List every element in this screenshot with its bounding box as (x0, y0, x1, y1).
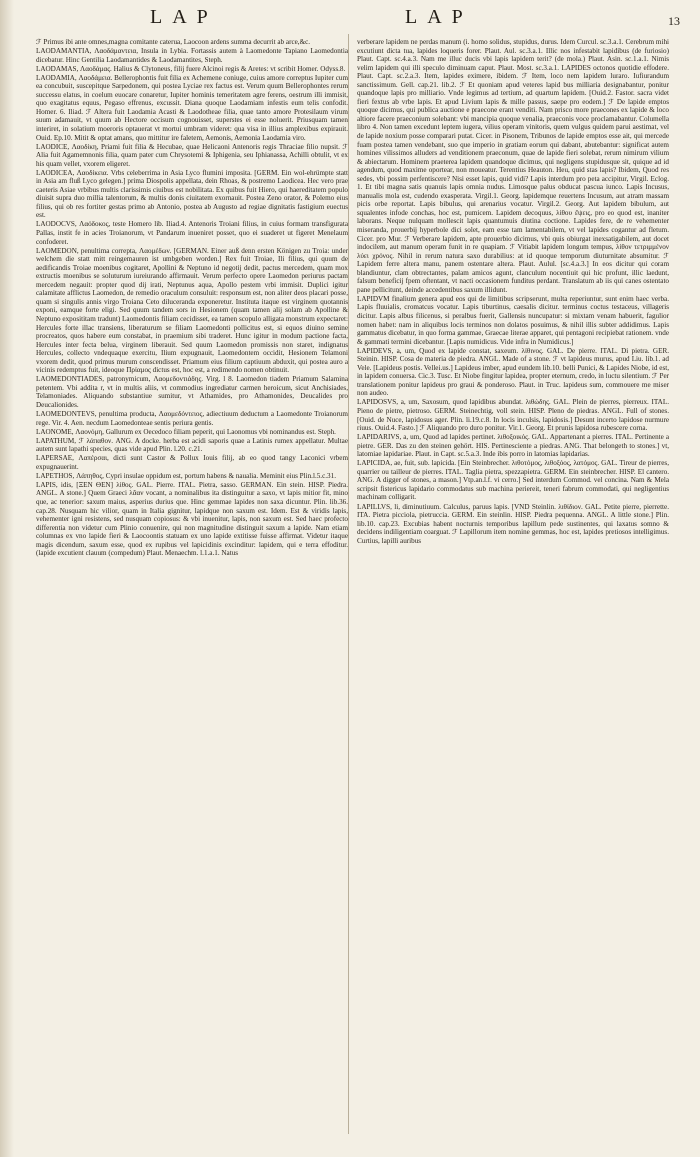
entry-paragraph: verberare lapidem ne perdas manum (i. homo solidus, stupidus, durus. Idem Curcul. sc.3.a.1. Cerebrum mihi excutiunt dicta tua, lapides loqueris forer. Plaut. Aul. sc.3.a.1. Illic nos infestabit lapidibus (de furiosio) Plaut. Capt. sc.4.a.3. Nam me illuc ducis vbi lapis lapidem terit? (de mola.) Plaut. Asin. sc.1.a.1. Nimis velim lapidem qui illi speculo diminuam caput. Plaut. Most. sc.3.a.1. LAPIDES octonos quotidie effodere. Plaut. Capt. sc.2.a.3. Item, lapides eximere, ibidem. ℱ Item, loco nem lapidem luraro. Iufiurandum sanctissimum. Gell. cap.21. lib.2. ℱ Et quoniam apud veteres lapid bus milliaria designabantur, ponitur quandoque lapis pro milliario. Vnde legimus ad tertium, ad quartum lapidem. [Ouid.2. Fastor. sacra videt fieri fextus ab vrbe lapis. Et apud Livium lapis & mille passus, saepe pro eodem.] ℱ De lapide emptos quoque dicimus, qui publica auctione e praecone erant venditi. Nam prisco more praecones ex lapide & loco altiore facere praeconium solebant: vbi mancipia quoque venalia, praeconis voce proclamabantur. Columella libro 4. Non tamen excedunt leptem iugera, vilius operam vinitoris, quem vulgus quidem parui aestimat, vel de lapide noxium posse comparari putat. Cicer. in Pisonem, Tribunos de lapide emptos esse ait, qui mercede fuam postea tamen vendebant, suo que imperio in gratiam eorum qui dabant, abutebantur: significat autem homines vilissimos alluders ad venditionem praeconum, quae de lapide fieri solebat, rerum nimirum vilium & abiectarum. Hominem praeterea lapidem quandoque dicimus, qui negligens stupidusque sit, quique ad id agendum, quod maxime oportear, non moueatur. Terentius Heauton. Heu, quid stas lapis? Ibidem, Quod res sedes, vbi possim perfentiscere? Nisi esset lapis, quid vidi? Lapis interdum pro peta accipitur, Virgil. Eclog. 1. Et tibi magna satis quanuis lapis omnia nudus. Limosque palus obducat pascua iunco. Lapis Incusus, manualis mola est, cudendo exasperata. Virgil.1. Georg. lapidemque reuertens Incusum, aut atram massam picis orbe reportat. Lapis bibulus, qui arenarius vocatur. Virgil.2. Georg. Aut lapidem bibulum, aut squalentes infode conchas, hoc est, pumicem. Lapidem decoquus, λίθου ἔψεις, pro eo quod est, inaniter laborans. Neque nulquam mollescit lapis quantumuis diutina coctione. Lapides fere, de re vehementer miseranda, prouerbij hyperbole dici solet, eam esse tam lamentabilem, vt vel lapides cogantur ad fletum. Cicer. pro Mur. ℱ Verberare lapidem, apte prouerbio dicimus, vbi quis obiurgat inexsatigabilem, aut docet indocilem, aut manum operam funit in re quapiam. ℱ Vitiabit lapidem longum tempus, λίθον τετριμμένον λύει χρόνος. Nihil in rerum natura saxo durabilius: at id quoque temporum diuturnitate absumitur. ℱ Lapidem ferre altera manu, panem ostentare altera. Plaut. Aulul. [sc.4.a.3.] In eos dicitur qui coram blandiuntur, clam obtrectantes, palam amicos agunt, clanculum nocentiuit qui hic profunt, illic laedunt, falsum beneficij fpem oftentant, vt nacti occasionem funditus perdant. Translatum ab iis qui canes ostentato pane pellicitunt, deinde accedentibus saxum illidunt. (357, 38, 669, 294)
entry-paragraph: LAODAMIA, Λαοδάμεια. Bellerophontis fuit filia ex Achemene coniuge, cuius amore correptus Iupiter cum ea concubuit, suscepitque Sarpedonem, qui postea Lyciae rex factus est. Verum quum Bellerophontes rerum successu elatus, in coelum euocare conaretur, Iupiter hominis temeritatem agre ferens, oestrum illi immisit, quo exagitatus equus, Pegaso effrenus, excussit. Diana quoque Laodamiam infestis eum telis confodit. Homer. 6. Iliad. ℱ Altera fuit Laodamia Acasti & Laodotheae filia, quae tanto amore Protesilaum virum suum adamauit, vt quum ab Hectore occisum cognouisset, superstes ei esse noluerit. Priusquam tamen interiret, in solatium moeroris optauerat vt mortui umbram videret: qua visa in illius amplexibus expirauit. Ouid. Ep.10. Mitit & optat amans, quo mittitur ire faletem, Aemonis, Aemonia Laodamia viro. (36, 73, 348, 142)
left-column (36, 38, 348, 558)
entry-paragraph: LAODICEA, Λαοδίκεια. Vrbs celeberrima in Asia Lyco flumini imposita. [GERM. Ein wol-ehrümpte statt in Asia am fluß Lyco gelegen.] prima Diospolis appellata, dein Rhoas, & postremo Laodicea. Hec vero prae caeteris Asiae vrbibus multis clarissimis ciuibus est nobilitata. Ex quibus fuit Hiero, qui haereditatem populo diuisit supra duo millia talentorum, & multis donis ciuitatem exornauit. Postea Zeno orator, & Polemo eius filius, qui ob res fortiter gestas primo ab Antonio, postea ab Augusto ad regiae dignitatis fastigium euectus est. (36, 168, 348, 220)
entry-paragraph: LAPERSAE, Λαπέρσαι, dicti sunt Castor & Pollux Iouis filij, ab eo quod tangy Laconici vrbem expugnauerint. (36, 454, 348, 471)
entry-paragraph: ℱ Primus ibi ante omnes,magna comitante caterua, Laocoon ardens summa decurrit ab arce,&c. (36, 38, 311, 46)
entry-paragraph: LAPIDOSVS, a, um, Saxosum, quod lapidibus abundat. λιθώδης. GAL. Plein de pierres, pierreux. ITAL. Pieno de pietre, pietroso. GERM. Steinechtig, voll stein. HISP. Pleno de piedras. ANGL. Full of stones. [Ouid. de Nuce, lapidosus ager. Plin. li.19.c.8. In locis inculsis, lapidosis.] Desunt incerto lapidose nurmure riuus. Ouid.4. Fasto.] ℱ Aliquando pro duro ponitur. Vir.1. Georg. Et prunis lapidosa rubescere corna. (357, 398, 669, 433)
right-column (357, 38, 669, 546)
column-divider (348, 34, 349, 1134)
running-head-right: LAP (405, 6, 473, 28)
page-gutter-shadow (0, 0, 14, 1157)
entry-paragraph: LAPIS, idis, [ΞΕΝ ΘΕΝ] λίθος. GAL. Pierre. ITAL. Pietra, sasso. GERMAN. Ein stein. HISP. Piedra. ANGL. A stone.] Quem Graeci λᾶαν vocant, a nominalibus ita distinguitur a saxo, vt lapis mitior fit, mino que, ac tenerior: saxum maius, asperius durius que. Hinc gemmae lapides non saxa dicuntur. Plin. lib.36. cap.28. Nusquam hic vilior, quam in Italia gignitur, lapidque non saxum est. Idem. Est & viridis lapis, vehementer igni resistens, sed nusquam copiosus: & vbi inuenitur, lapis, non saxum est. Sed haec profecto differentia non videtur cum Plinio conuenire, qui non magnitudine distinguit saxum a lapide. Nam etiam columnas ex vno lapide fieri & Laocoontis statuam ex uno lapide extitisse fuisse affirmat. Videtur itaque magis dicendum, saxum esse, quod ex rupibus vel lapicidinis excinditur: lapidem, qui e terra effoditur. (lapide excutient clauum (compedum) Plaut. Menaechm. l.1.a.1. Natus (36, 480, 348, 558)
entry-paragraph: LAPIDEVS, a, um, Quod ex lapide constat, saxeum. λίθινος. GAL. De pierre. ITAL. Di pietra. GER. Steinin. HISP. Cosa de materia de piedra. ANGL. Made of a stone. ℱ vt lapideus murus, apud Liu. lib.1. ad Vele. [Lapideus postis. Vellei.us.] Lapideus imber, apud eundem lib.10. belli Punici, & Lapides Niobe, id est, in lapidem conuersa. Cic.3. Tusc. Et Niobe fingitur lapidea, propter eternum, credo, in luctu silentium. ℱ Per translationem ponitur lapideus pro graui & ponderoso. Plaut. in Truc. lapideus sum, commouere me miser non audeo. (357, 346, 669, 398)
entry-paragraph: LAPILLVS, li, diminutiuum. Calculus, paruus lapis. [VND Steinlin. λιθίδιον. GAL. Petite pierre, pierrette. ITA. Pietra picciola, pietruccia. GERM. Ein steinlin. HISP. Piedra pequenna. ANGL. A little stone.] Plin. lib.10. cap.23. Excubias habent nocturnis temporibus lapillum pede sustinentes, qui laxatus somno & decidens indiligentiam coarguat. ℱ Lapillorum item nomine gemmas, hoc est, lapides pretiosos intelligimus. Curtius, lapilli auribus (357, 502, 669, 545)
entry-paragraph: LAPIDARIVS, a, um, Quod ad lapides pertinet. λιθοξοικός. GAL. Appartenant a pierres. ITAL. Pertinente a pietre. GER. Das zu den steinen gehört. HIS. Pertinesciente a piedras. ANG. That belongeth to stones.] vt, latomiae lapidariae. Plaut. in Capt. sc.5.a.3. Inde ibis porro in latomias lapidarias. (357, 433, 669, 459)
entry-paragraph: LAODOCVS, Λαόδοκος, teste Homero lib. Iliad.4. Antenoris Troiani filius, in cuius formam transfigurata Pallas, instit fe in acies Troianorum, vt Pandarum inueniret posset, quo ei suaderet ut figeret Menelaum confoderet. (36, 220, 348, 246)
entry-paragraph: LAODICE, Λαοδίκη, Priami fuit filia & Hecubae, quae Helicaoni Antenoris regis Thraciae filio nupsit. ℱ Alia fuit Agamemnonis filia, quam pater cum Chrysotemi & Iphigenia, seu Iphianassa, Achilli obtulit, vt ex his quam vellet, vxorem eligeret. (36, 142, 348, 168)
running-head-left: LAP (150, 6, 218, 28)
entry-paragraph: LAODAMAS, Λαοδάμας. Halius & Clytoneus, filij fuere Alcinoi regis & Aretes: vt scribit Homer. Odyss.8. (36, 64, 346, 73)
entry-paragraph: LAPIDVM finalium genera apud eos qui de limitibus scripserunt, multa reperiuntur, sunt enim haec verba. Lapis fluuialis, cromatcus vocatur. Lapis tiburtinus, caesalis dicitur. terminus coctus testaceus, villageris dicitur. Lapis albus filicenus, si peralbus fuerit, Gallensis nuncupatur: si mixtam venam habuerit, fagulior nomen habet: nam in aliquibus locis terminos non dolatos posuimus, & nihil illis subter addidimus. Lapis gammatus dicebatur, in quo forma gammae, Graecae literae apparet, qui pentagoni recipiebat rationem. vnde & gammati termini dicebantur. [Lapis numidicus. Vide infra in Numidicus.] (357, 294, 669, 346)
page-number: 13 (668, 14, 680, 28)
entry-paragraph: LAODAMANTIA, Λαοδάμαντεια, Insula in Lybia. Fortassis autem à Laomedonte Tapiano Laomedontia dicebatur. Hinc Gentilia Laodamantides & Laodamantites, Steph. (36, 47, 348, 64)
entry-paragraph: LAOMEDONTEVS, penultima producta, Λαομεδόντειος, adiectiuum deductum a Laomedonte Troianorum rege. Vir. 4. Aen. necdum Laomedonteae sentis periura gentis. (36, 410, 348, 427)
entry-paragraph: LAOMEDONTIADES, patronymicum, Λαομεδοντιάδης. Virg. l 8. Laomedon tiadem Priamum Salamina petentem. Vbi addita r, vt in multis aliis, vt commodius ingrediatur carmen heroicum, sicut Anchisiades, Telamoniades. Aliquando substantiue sumitur, vt Athamides, pro Athamonides, Deucalides pro Deucalionides. (36, 375, 348, 409)
entry-paragraph: LAPATHUM, ℱ λάπαθον. ANG. A docke. herba est acidi saporis quae a Latinis rumex appellatur. Multae autem sunt lapathi species, quas vide apud Plin. l.20. c.21. (36, 436, 348, 454)
entry-paragraph: LAPETHOS, Λάπηθος, Cypri insulae oppidum est, portum habens & naualia. Meminit eius Plin.l.5.c.31. (36, 471, 336, 480)
entry-paragraph: LAPICIDA, ae, fuit, sub. lapicida. [Ein Steinbrecher. λιθοτόμος, λιθοξόος, λατόμος. GAL. Tireur de pierres, quarrier ou tailleur de pierres. ITAL. Taglia pietra, spezzapietra. GERM. Ein steinbrecher. HISP. El cantero. ANG. A digger of stones, a mason.] Vtp.an.l.f. vi cerro.] Sed interdum Commod. vel concina. Nam & Mela scripsit fistericus lapidario commodatus sub machina periereit, teneri fabrum commodati, qui negligentius machinam colligarit. (357, 459, 669, 502)
entry-paragraph: LAONOME, Λαονόμη, Gallurum ex Oecedoco filiam peperit, qui Laonomus vbi nominandus est. Steph. (36, 427, 336, 436)
entry-paragraph: LAOMEDON, penultima correpta, Λαομέδων. [GERMAN. Einer auß denn ersten Königen zu Troia: under welchem die statt mitt reingemauren ist umbgeben worden.] Rex fuit Troiae, Ili filius, qui quum de aedificandis Troiae moenibus cogitaret, Apollini & Neptuno id negotij dedit, pactus mercedem, quam mox extructis moenibus se soluturum iureiurando affirmauit. Verum perfecto opere Laomedon periurus pactam mercedem negauit: propter quod dij irati, Neptunus aqua, Apollo pestem vrbi immisit. Duplici igitur calamitate afflictus Laomedon, de remedio oraculum consuluit: responsum est, non aliter deos placari posse, quam si singulis annis virgo Troiana Ceto diluceranda exponeretur. Instituta itaque est virginem quotannis exponi, eamque forte eligi. Sed quum tandem sors in Hesionem (quam tamen alij solam ab Apolline & Neptuno exposititam tradunt) Laomedontis filiam cecidisset, ea tamen scopulo alligata monstrum expectaret: Hercules forte illac transiens, liberaturum se filiam Laomedonti pollicitus est, si equos diuino semine procreatos, quos habere eum constabat, in praemium sibi traderet. Hunc igitur in modum pactione facta, Hercules inter fecta belua, virginem liberauit. Sed quum Laomedon promissis non staret, indignatus Hercules, collecto vndequaque exercitu, Ilium expugnauit, Laomedontem occidit, Hesionem Telamoni vxorem dedit, quod primus murum conscendisset. Priamum eius filium captiuum abduxit, qui postea auro a vicinis redemptus fuit, ideoque Πρίαμος dictus est, hoc est, a redimendo nomen obtinuit. (36, 246, 348, 375)
